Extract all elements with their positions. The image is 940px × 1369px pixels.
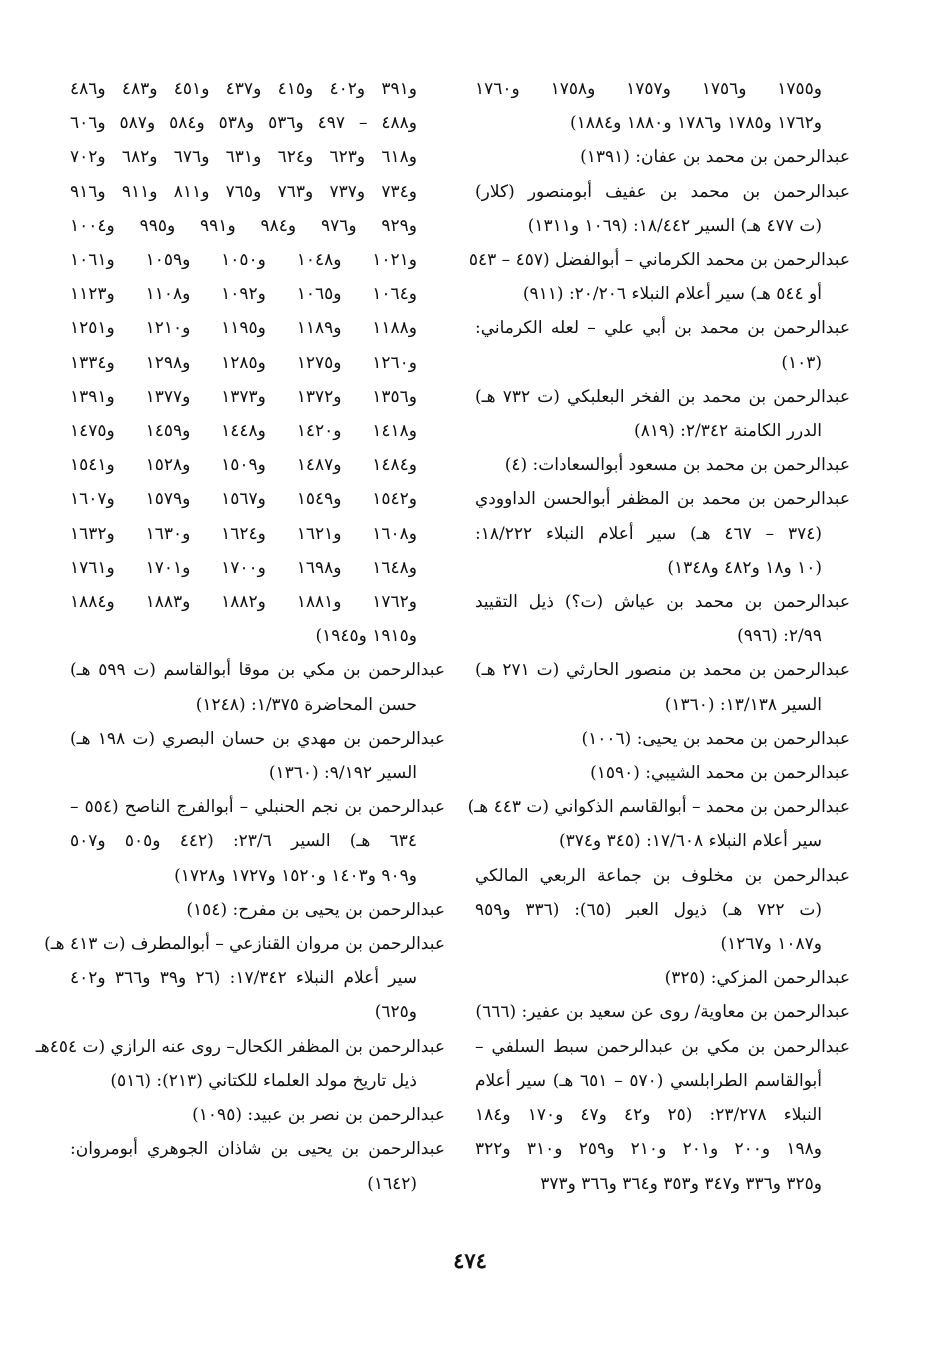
entry-line: السير ٩/١٩٢: (١٣٦٠) (268, 763, 417, 784)
entry-line: و١٢٦٠ و١٢٧٥ و١٢٨٥ و١٢٩٨ و١٣٣٤ (70, 352, 417, 373)
entry-line: و٣٢٥ و٣٣٦ و٣٤٧ و٣٥٣ و٣٦٤ و٣٦٦ و٣٧٣ (540, 1173, 822, 1194)
entry-line: و٩٠٩ و١٤٠٣ و١٥٢٠ و١٧٢٧ و١٧٢٨) (174, 865, 417, 886)
entry-line: و١٧٦٢ و١٧٨٥ و١٧٨٦ و١٨٨٠ و١٨٨٤) (569, 113, 822, 134)
index-entry (467, 790, 850, 858)
entry-line: النبلاء ٢٣/٢٧٨: (٢٥ و٤٢ و٤٧ و١٧٠ و١٨٤ (475, 1105, 822, 1126)
entry-line: و٤٨٨ – ٤٩٧ و٥٣٦ و٥٣٨ و٥٨٤ و٥٨٧ و٦٠٦ (70, 113, 417, 134)
entry-line: و١٦٤٨ و١٦٩٨ و١٧٠٠ و١٧٠١ و١٧٦١ (70, 557, 417, 578)
entry-line: عبدالرحمن بن محمد بن أبي علي – لعله الكرماني: (475, 318, 850, 339)
entry-line: و٣٩١ و٤٠٢ و٤١٥ و٤٣٧ و٤٥١ و٤٨٣ و٤٨٦ (70, 79, 417, 99)
index-entry (475, 175, 850, 243)
entry-line: أو ٥٤٤ هـ) سير أعلام النبلاء ٢٠/٢٠٦: (٩١١) (522, 284, 822, 305)
entry-line: و١٦٠٨ و١٦٢١ و١٦٢٤ و١٦٣٠ و١٦٣٢ (70, 523, 417, 544)
entry-line: عبدالرحمن بن محمد الكرماني – أبوالفضل (٤٥٧ – ٥٤٣ (468, 250, 850, 271)
entry-line: عبدالرحمن بن معاوية/ روى عن سعيد بن عفير: (٦٦٦) (475, 1002, 850, 1023)
index-entry (475, 859, 850, 962)
entry-line: و١٥٤٢ و١٥٤٩ و١٥٦٧ و١٥٧٩ و١٦٠٧ (70, 489, 417, 510)
index-entry (475, 140, 850, 174)
entry-line: عبدالرحمن بن محمد بن المظفر أبوالحسن الداوودي (475, 489, 850, 510)
entry-line: عبدالرحمن المزكي: (٣٢٥) (664, 968, 850, 989)
index-entry (70, 1098, 445, 1132)
entry-line: و١٩٨ و٢٠٠ و٢٠١ و٢١٠ و٢٥٩ و٣١٠ و٣٢٢ (475, 1139, 822, 1160)
entry-line: عبدالرحمن بن محمد بن عياش (ت؟) ذيل التقييد (475, 592, 850, 613)
entry-line: و١٩١٥ و١٩٤٥) (315, 626, 417, 647)
index-entry (70, 790, 445, 893)
index-entry (475, 380, 850, 448)
index-entry (70, 1132, 445, 1200)
entry-line: عبدالرحمن بن محمد بن عفان: (١٣٩١) (580, 147, 850, 168)
index-entry (475, 995, 850, 1029)
entry-line: و١١٨٨ و١١٨٩ و١١٩٥ و١٢١٠ و١٢٥١ (70, 318, 417, 339)
entry-line: سير أعلام النبلاء ١٧/٦٠٨: (٣٤٥ و٣٧٤) (558, 831, 822, 852)
entry-line: و١٤١٨ و١٤٢٠ و١٤٤٨ و١٤٥٩ و١٤٧٥ (70, 421, 417, 442)
entry-line: عبدالرحمن بن محمد الشيبي: (١٥٩٠) (590, 763, 850, 784)
entry-line: و١٤٨٤ و١٤٨٧ و١٥٠٩ و١٥٢٨ و١٥٤١ (70, 455, 417, 476)
index-entry (70, 72, 445, 653)
entry-line: عبدالرحمن بن محمد بن عفيف أبومنصور (كلار) (475, 181, 850, 202)
entry-line: عبدالرحمن بن محمد بن يحيى: (١٠٠٦) (581, 728, 850, 749)
left-column (35, 72, 445, 1232)
entry-line: و١٣٥٦ و١٣٧٢ و١٣٧٣ و١٣٧٧ و١٣٩١ (70, 386, 417, 407)
entry-line: عبدالرحمن بن محمد بن مسعود أبوالسعادات: (٤) (504, 455, 850, 476)
entry-line: عبدالرحمن بن محمد – أبوالقاسم الذكواني (ت ٤٤٣ هـ) (467, 797, 850, 818)
entry-line: عبدالرحمن بن محمد بن منصور الحارثي (ت ٢٧١ هـ) (475, 660, 850, 681)
index-page (35, 72, 850, 1232)
entry-line: ٦٣٤ هـ) السير ٢٣/٦: (٤٤٢ و٥٠٥ و٥٠٧ (70, 831, 417, 852)
entry-line: و١٧٥٥ و١٧٥٦ و١٧٥٧ و١٧٥٨ و١٧٦٠ (475, 79, 822, 99)
index-entry (475, 722, 850, 756)
entry-line: و١٠٨٧ و١٢٦٧) (720, 934, 822, 955)
entry-line: و١٠٢١ و١٠٤٨ و١٠٥٠ و١٠٥٩ و١٠٦١ (70, 250, 417, 271)
entry-line: و٧٣٤ و٧٣٧ و٧٦٣ و٧٦٥ و٨١١ و٩١١ و٩١٦ (70, 181, 417, 202)
entry-line: و١٠٦٤ و١٠٦٥ و١٠٩٢ و١١٠٨ و١١٢٣ (70, 284, 417, 305)
entry-line: (ت ٧٢٢ هـ) ذيول العبر (٦٥): (٣٣٦ و٩٥٩ (475, 899, 822, 920)
entry-line: عبدالرحمن بن مكي بن موقا أبوالقاسم (ت ٥٩٩ هـ) (70, 660, 445, 681)
index-entry (35, 1030, 445, 1098)
page-number: ٤٧٤ (453, 1248, 487, 1273)
entry-line: السير ١٣/١٣٨: (١٣٦٠) (664, 694, 822, 715)
index-entry (475, 653, 850, 721)
entry-line: و٩٢٩ و٩٧٦ و٩٨٤ و٩٩١ و٩٩٥ و١٠٠٤ (70, 215, 418, 236)
entry-line: (ت ٤٧٧ هـ) السير ١٨/٤٤٢: (١٠٦٩ و١٣١١) (527, 215, 822, 236)
entry-line: ذيل تاريخ مولد العلماء للكتاني (٢١٣): (٥١٦) (110, 1070, 417, 1091)
entry-line: عبدالرحمن بن مخلوف بن جماعة الربعي المالكي (475, 865, 850, 886)
entry-line: ٢/٩٩: (٩٩٦) (737, 626, 822, 647)
entry-line: عبدالرحمن بن المظفر الكحال– روى عنه الرازي (ت ٤٥٤هـ (35, 1036, 445, 1057)
entry-line: عبدالرحمن بن محمد بن الفخر البعلبكي (ت ٧٣٢ هـ) (475, 386, 850, 407)
entry-line: عبدالرحمن بن نصر بن عبيد: (١٠٩٥) (192, 1105, 445, 1126)
index-entry (475, 756, 850, 790)
index-entry (70, 722, 445, 790)
entry-line: عبدالرحمن بن مكي بن عبدالرحمن سبط السلفي – (475, 1036, 850, 1057)
index-entry (475, 72, 850, 140)
index-entry (70, 653, 445, 721)
index-entry (475, 585, 850, 653)
entry-line: و٦٢٥) (374, 1002, 417, 1023)
entry-line: عبدالرحمن بن مروان القنازعي – أبوالمطرف (ت ٤١٣ هـ) (44, 934, 445, 955)
entry-line: عبدالرحمن بن يحيى بن مفرح: (١٥٤) (186, 899, 445, 920)
entry-line: (١٠٣) (781, 352, 822, 373)
entry-line: حسن المحاضرة ١/٣٧٥: (١٢٤٨) (195, 694, 417, 715)
index-entry (475, 448, 850, 482)
index-entry (468, 243, 850, 311)
index-entry (70, 893, 445, 927)
entry-line: و٦١٨ و٦٢٣ و٦٢٤ و٦٣١ و٦٧٦ و٦٨٢ و٧٠٢ (70, 147, 417, 168)
index-entry (475, 1030, 850, 1201)
entry-line: عبدالرحمن بن مهدي بن حسان البصري (ت ١٩٨ هـ) (70, 728, 445, 749)
right-column (467, 72, 850, 1232)
entry-line: سير أعلام النبلاء ١٧/٣٤٢: (٢٦ و٣٩ و٣٦٦ و٤٠٢ (70, 968, 417, 989)
entry-line: الدرر الكامنة ٢/٣٤٢: (٨١٩) (634, 421, 822, 442)
index-entry (475, 482, 850, 585)
entry-line: (١٠ و١٨ و٤٨٢ و١٣٤٨) (667, 557, 822, 578)
entry-line: عبدالرحمن بن نجم الحنبلي – أبوالفرج الناصح (٥٥٤ – (70, 797, 445, 818)
entry-line: (١٦٤٢) (367, 1173, 417, 1194)
entry-line: و١٧٦٢ و١٨٨١ و١٨٨٢ و١٨٨٣ و١٨٨٤ (70, 592, 417, 613)
entry-line: (٣٧٤ – ٤٦٧ هـ) سير أعلام النبلاء ١٨/٢٢٢: (475, 523, 823, 544)
entry-line: أبوالقاسم الطرابلسي (٥٧٠ – ٦٥١ هـ) سير أعلام (475, 1070, 822, 1091)
index-entry (475, 961, 850, 995)
index-entry (44, 927, 445, 1030)
index-entry (475, 311, 850, 379)
entry-line: عبدالرحمن بن يحيى بن شاذان الجوهري أبومروان: (70, 1139, 445, 1160)
